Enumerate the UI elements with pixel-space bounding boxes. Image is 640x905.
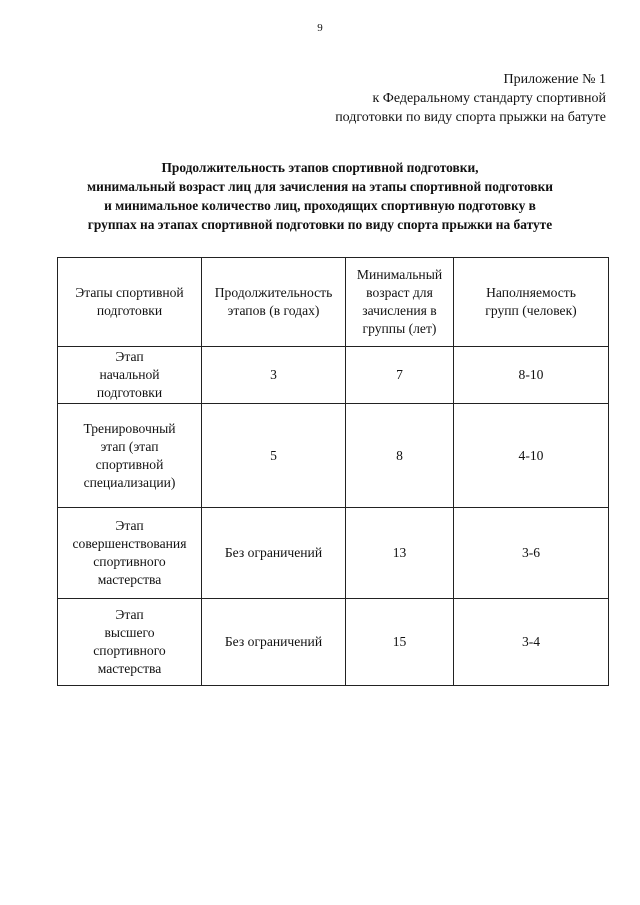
header-stages: Этапы спортивной подготовки <box>58 258 202 347</box>
cell-stage: Тренировочный этап (этап спортивной специализации) <box>58 404 202 508</box>
cell-group-size: 8-10 <box>454 347 609 404</box>
cell-min-age: 13 <box>346 508 454 599</box>
table-row <box>58 404 609 508</box>
title-line-1: Продолжительность этапов спортивной подготовки, <box>161 160 479 175</box>
table-row <box>58 599 609 686</box>
cell-duration: Без ограничений <box>202 508 346 599</box>
title-line-2: минимальный возраст лиц для зачисления на этапы спортивной подготовки <box>87 179 553 194</box>
cell-duration: Без ограничений <box>202 599 346 686</box>
title-line-4: группах на этапах спортивной подготовки по виду спорта прыжки на батуте <box>87 217 553 232</box>
page-number: 9 <box>317 22 323 34</box>
table-row <box>58 347 609 404</box>
appendix-reference <box>335 70 606 127</box>
appendix-line-2: к Федеральному стандарту спортивной <box>372 91 606 106</box>
table-row <box>58 508 609 599</box>
table-header-row <box>58 258 609 347</box>
document-title <box>40 158 600 234</box>
appendix-line-1: Приложение № 1 <box>503 72 606 87</box>
cell-duration: 3 <box>202 347 346 404</box>
cell-min-age: 7 <box>346 347 454 404</box>
cell-min-age: 15 <box>346 599 454 686</box>
title-line-3: и минимальное количество лиц, проходящих спортивную подготовку в <box>104 198 536 213</box>
header-min-age: Минимальный возраст для зачисления в группы (лет) <box>346 258 454 347</box>
cell-group-size: 3-6 <box>454 508 609 599</box>
header-duration: Продолжительность этапов (в годах) <box>202 258 346 347</box>
cell-group-size: 3-4 <box>454 599 609 686</box>
cell-stage: Этап высшего спортивного мастерства <box>58 599 202 686</box>
cell-stage: Этап совершенствования спортивного мастерства <box>58 508 202 599</box>
cell-min-age: 8 <box>346 404 454 508</box>
appendix-line-3: подготовки по виду спорта прыжки на батуте <box>335 110 606 125</box>
training-stages-table <box>57 257 609 686</box>
cell-duration: 5 <box>202 404 346 508</box>
header-group-size: Наполняемость групп (человек) <box>454 258 609 347</box>
cell-stage: Этап начальной подготовки <box>58 347 202 404</box>
cell-group-size: 4-10 <box>454 404 609 508</box>
